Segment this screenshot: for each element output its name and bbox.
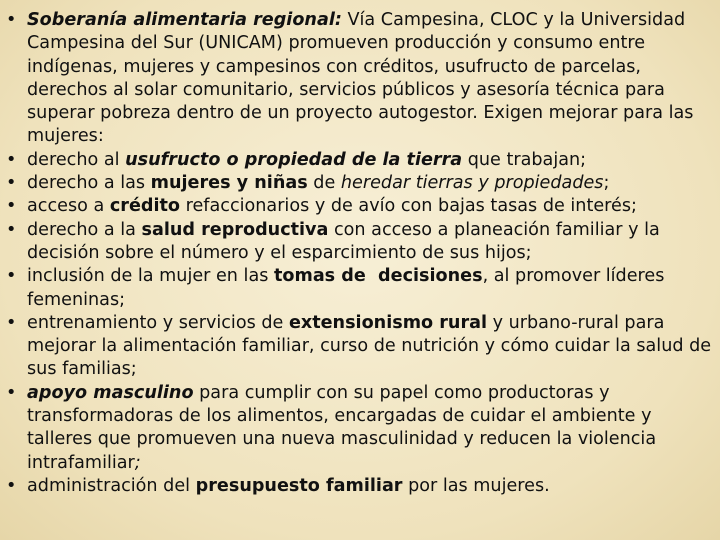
text-segment: tomas de decisiones (273, 266, 483, 287)
text-segment: extensionismo rural (288, 312, 488, 333)
bullet-dot-icon: • (6, 173, 17, 194)
text-segment: Vía Campesina, CLOC y la Universidad Campesina del Sur (UNICAM) promueven producción y consumo entre indígenas, mujeres y campesinos con créditos, usufructo de parcelas, derechos al solar comunitario, servicios públicos y asesoría técnica para superar pobreza dentro de un proyecto autogestor. Exigen mejorar para las mujeres: (27, 10, 694, 147)
bullet-text (27, 10, 693, 146)
text-segment: que trabajan; (462, 149, 587, 170)
bullet-text (27, 196, 637, 216)
bullet-text (27, 313, 711, 380)
bullet-item (6, 149, 712, 172)
text-segment: derecho a las (27, 173, 151, 194)
text-segment: presupuesto familiar (195, 475, 403, 496)
text-segment: y urbano-rural para mejorar la alimentación familiar, curso de nutrición y cómo cuidar la salud de sus familias; (27, 312, 712, 380)
bullet-dot-icon: • (6, 312, 17, 333)
text-segment: ; (603, 173, 610, 194)
bullet-item (6, 382, 712, 475)
text-segment: usufructo o propiedad de la tierra (125, 149, 463, 170)
text-segment: Soberanía alimentaria regional: (27, 10, 342, 30)
text-segment: inclusión de la mujer en las (27, 266, 274, 287)
text-segment: heredar tierras y propiedades (340, 173, 604, 194)
text-segment: refaccionarios y de avío con bajas tasas de interés; (180, 196, 637, 217)
text-segment: administración del (27, 475, 196, 496)
bullet-item (6, 172, 712, 195)
bullet-text (27, 150, 586, 170)
text-segment: para cumplir con su papel como productoras y transformadoras de los alimentos, encargadas de cuidar el ambiente y talleres que promueven una nueva masculinidad y reducen la violencia intrafamiliar (27, 382, 657, 473)
bullet-text (27, 476, 550, 496)
bullet-item (6, 265, 712, 312)
bullet-item (6, 9, 712, 149)
text-segment: apoyo masculino (27, 382, 194, 403)
text-segment: , al promover líderes femeninas; (27, 266, 665, 310)
bullet-dot-icon: • (6, 196, 17, 217)
bullet-text (27, 173, 609, 193)
text-segment: salud reproductiva (141, 219, 329, 240)
text-segment: de (307, 173, 341, 194)
bullet-item (6, 475, 712, 498)
bullet-dot-icon: • (6, 266, 17, 287)
text-segment: ; (134, 452, 141, 473)
bullet-dot-icon: • (6, 475, 17, 496)
text-segment: por las mujeres. (402, 475, 550, 496)
text-segment: con acceso a planeación familiar y la decisión sobre el número y el esparcimiento de sus hijos; (27, 219, 660, 263)
bullet-dot-icon: • (6, 149, 17, 170)
text-segment: derecho al (27, 149, 126, 170)
bullet-item (6, 312, 712, 382)
text-segment: crédito (109, 196, 181, 217)
text-segment: entrenamiento y servicios de (27, 312, 289, 333)
text-segment: derecho a la (27, 219, 142, 240)
bullet-text (27, 266, 664, 309)
text-segment: acceso a (27, 196, 110, 217)
bullet-item (6, 219, 712, 266)
bullet-text (27, 220, 660, 263)
text-segment: mujeres y niñas (150, 173, 308, 194)
bullet-list (6, 9, 712, 498)
bullet-dot-icon: • (6, 219, 17, 240)
bullet-item (6, 195, 712, 218)
bullet-dot-icon: • (6, 10, 17, 30)
bullet-text (27, 383, 656, 473)
bullet-dot-icon: • (6, 382, 17, 403)
